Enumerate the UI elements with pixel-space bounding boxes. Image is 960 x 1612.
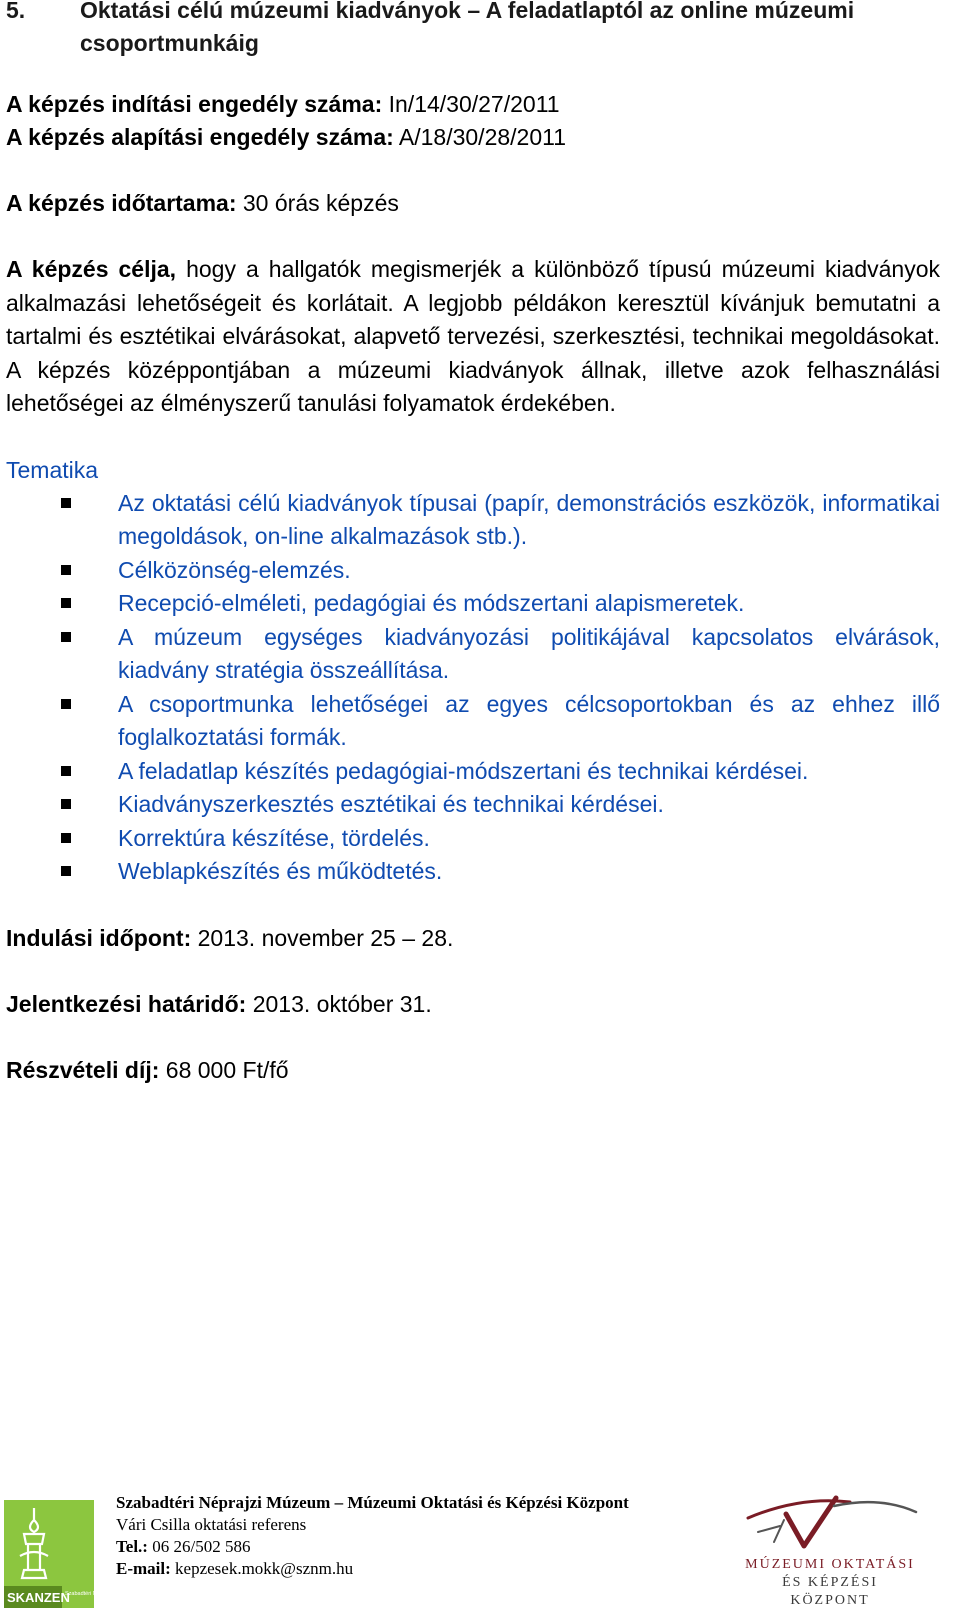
start-date bbox=[6, 922, 940, 955]
founding-permit bbox=[6, 121, 940, 154]
mokk-logo-line2: ÉS KÉPZÉSI KÖZPONT bbox=[782, 1575, 878, 1608]
duration-label: A képzés időtartama: bbox=[6, 190, 237, 216]
deadline-value: 2013. október 31. bbox=[252, 990, 432, 1017]
application-deadline bbox=[6, 988, 940, 1021]
list-item: Weblapkészítés és működtetés. bbox=[6, 855, 940, 889]
founding-permit-label: A képzés alapítási engedély száma: bbox=[6, 124, 394, 150]
square-bullet-icon bbox=[61, 699, 71, 709]
square-bullet-icon bbox=[61, 866, 71, 876]
launch-permit-value: In/14/30/27/2011 bbox=[388, 91, 560, 117]
footer-contact-person: Vári Csilla oktatási referens bbox=[116, 1515, 307, 1534]
square-bullet-icon bbox=[61, 565, 71, 575]
square-bullet-icon bbox=[61, 632, 71, 642]
list-item: Kiadványszerkesztés esztétikai és technikai kérdései. bbox=[6, 788, 940, 822]
duration-value: 30 órás képzés bbox=[242, 190, 399, 216]
skanzen-logo-text: SKANZEN bbox=[7, 1590, 70, 1605]
section-heading bbox=[6, 0, 940, 60]
square-bullet-icon bbox=[61, 799, 71, 809]
fee-value: 68 000 Ft/fő bbox=[165, 1056, 289, 1083]
footer-contact bbox=[116, 1492, 629, 1580]
list-item: Célközönség-elemzés. bbox=[6, 554, 940, 588]
section-number: 5. bbox=[6, 0, 26, 23]
deadline-label: Jelentkezési határidő: bbox=[6, 990, 247, 1017]
mokk-logo-line1: MÚZEUMI OKTATÁSI bbox=[745, 1557, 915, 1572]
duration bbox=[6, 187, 940, 220]
square-bullet-icon bbox=[61, 833, 71, 843]
tematika-heading: Tematika bbox=[6, 456, 99, 483]
mokk-logo-caption bbox=[740, 1556, 920, 1610]
footer-phone: Tel.: 06 26/502 586 bbox=[116, 1537, 251, 1556]
list-item: A múzeum egységes kiadványozási politikájával kapcsolatos elvárások, kiadvány stratégia összeállítása. bbox=[6, 621, 940, 688]
list-item: Korrektúra készítése, tördelés. bbox=[6, 822, 940, 856]
list-item: Az oktatási célú kiadványok típusai (papír, demonstrációs eszközök, informatikai megoldások, on-line alkalmazások stb.). bbox=[6, 487, 940, 554]
section-title: Oktatási célú múzeumi kiadványok – A feladatlaptól az online múzeumi csoportmunkáig bbox=[80, 0, 855, 56]
founding-permit-value: A/18/30/28/2011 bbox=[398, 124, 566, 150]
square-bullet-icon bbox=[61, 598, 71, 608]
launch-permit bbox=[6, 88, 940, 121]
footer-email: E-mail: kepzesek.mokk@sznm.hu bbox=[116, 1559, 354, 1578]
square-bullet-icon bbox=[61, 766, 71, 776]
square-bullet-icon bbox=[61, 498, 71, 508]
list-item: A feladatlap készítés pedagógiai-módszertani és technikai kérdései. bbox=[6, 755, 940, 789]
fee-label: Részvételi díj: bbox=[6, 1056, 160, 1083]
document-page bbox=[6, 0, 940, 1087]
tematika-list bbox=[6, 487, 940, 889]
footer-institution: Szabadtéri Néprajzi Múzeum – Múzeumi Oktatási és Képzési Központ bbox=[116, 1493, 629, 1512]
skanzen-logo-subtext: Szabadtéri Néprajzi Múzeum bbox=[65, 1591, 136, 1597]
list-item: Recepció-elméleti, pedagógiai és módszertani alapismeretek. bbox=[6, 587, 940, 621]
start-date-label: Indulási időpont: bbox=[6, 924, 192, 951]
goal-label: A képzés célja, bbox=[6, 256, 177, 282]
list-item: A csoportmunka lehetőségei az egyes célcsoportokban és az ehhez illő foglalkoztatási formák. bbox=[6, 688, 940, 755]
start-date-value: 2013. november 25 – 28. bbox=[197, 924, 454, 951]
goal-text: hogy a hallgatók megismerjék a különböző típusú múzeumi kiadványok alkalmazási lehetőségeit és korlátait. A legjobb példákon keresztül kívánjuk bemutatni a tartalmi és esztétikai elvárásokat, alapvető tervezési, szerkesztési, technikai megoldásokat. A képzés középpontjában a múzeumi kiadványok állnak, illetve azok felhasználási lehetőségei az élményszerű tanulási folyamatok érdekében. bbox=[6, 256, 941, 416]
goal-paragraph bbox=[6, 253, 940, 421]
skanzen-logo bbox=[4, 1500, 136, 1608]
launch-permit-label: A képzés indítási engedély száma: bbox=[6, 91, 383, 117]
participation-fee bbox=[6, 1054, 940, 1087]
